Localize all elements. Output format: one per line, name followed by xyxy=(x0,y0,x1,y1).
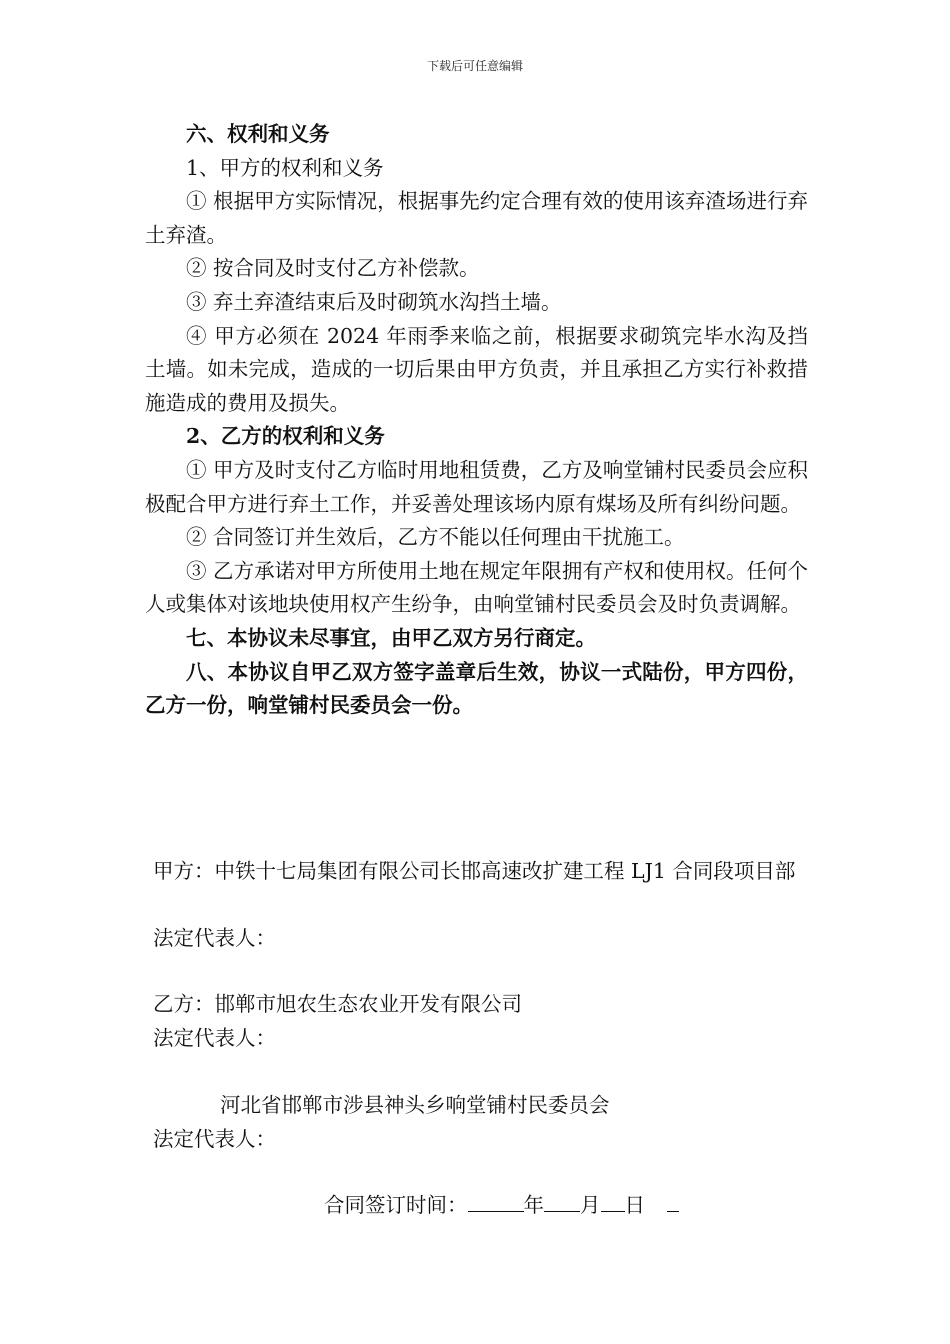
clause-a3: ③ 弃土弃渣结束后及时砌筑水沟挡土墙。 xyxy=(186,289,562,314)
clause-b1: ① 甲方及时支付乙方临时用地租赁费，乙方及响堂铺村民委员会应积极配合甲方进行弃土工作，并妥善处理该场内原有煤场及所有纠纷问题。 xyxy=(145,457,808,516)
year-blank[interactable] xyxy=(468,1187,524,1212)
clause-b2: ② 合同签订并生效后，乙方不能以任何理由干扰施工。 xyxy=(186,525,685,550)
party-a-rep: 法定代表人： xyxy=(153,926,276,950)
section-heading-rights: 六、权利和义务 xyxy=(186,122,330,146)
date-label: 合同签订时间： xyxy=(324,1193,468,1217)
party-a-signature xyxy=(153,855,805,889)
village-rep: 法定代表人： xyxy=(153,1127,276,1151)
header-note: 下载后可任意编辑 xyxy=(426,59,523,73)
day-label: 日 xyxy=(624,1193,645,1217)
subheading-party-a: 1、甲方的权利和义务 xyxy=(186,155,384,180)
village-committee: 河北省邯郸市涉县神头乡响堂铺村民委员会 xyxy=(220,1093,610,1117)
date-line xyxy=(324,1187,679,1223)
month-label: 月 xyxy=(580,1193,601,1217)
clause-a4: ④ 甲方必须在 2024 年雨季来临之前，根据要求砌筑完毕水沟及挡土墙。如未完成，造成的一切后果由甲方负责，并且承担乙方实行补救措施造成的费用及损失。 xyxy=(145,323,808,415)
subheading-party-b: 2、乙方的权利和义务 xyxy=(186,424,385,449)
clause-b3: ③ 乙方承诺对甲方所使用土地在规定年限拥有产权和使用权。任何个人或集体对该地块使用权产生纷争，由响堂铺村民委员会及时负责调解。 xyxy=(145,558,808,617)
clause-a1: ① 根据甲方实际情况，根据事先约定合理有效的使用该弃渣场进行弃土弃渣。 xyxy=(145,189,808,247)
year-label: 年 xyxy=(523,1193,544,1217)
party-b-name: 邯郸市旭农生态农业开发有限公司 xyxy=(214,992,522,1016)
party-a-name: 中铁十七局集团有限公司长邯高速改扩建工程 LJ1 合同段项目部 xyxy=(214,859,796,883)
clause-a2: ② 按合同及时支付乙方补偿款。 xyxy=(186,256,480,281)
trailing-blank[interactable] xyxy=(667,1187,679,1212)
section-heading-eight: 八、本协议自甲乙双方签字盖章后生效，协议一式陆份，甲方四份，乙方一份，响堂铺村民委员会一份。 xyxy=(145,659,808,718)
section-heading-seven: 七、本协议未尽事宜，由甲乙双方另行商定。 xyxy=(186,625,596,650)
day-blank[interactable] xyxy=(601,1187,625,1212)
contract-body xyxy=(145,118,808,723)
party-b-label: 乙方： xyxy=(153,992,215,1016)
month-blank[interactable] xyxy=(544,1187,580,1212)
party-b-rep: 法定代表人： xyxy=(153,1026,276,1050)
party-b-signature xyxy=(153,988,522,1022)
party-a-label: 甲方： xyxy=(153,859,215,883)
